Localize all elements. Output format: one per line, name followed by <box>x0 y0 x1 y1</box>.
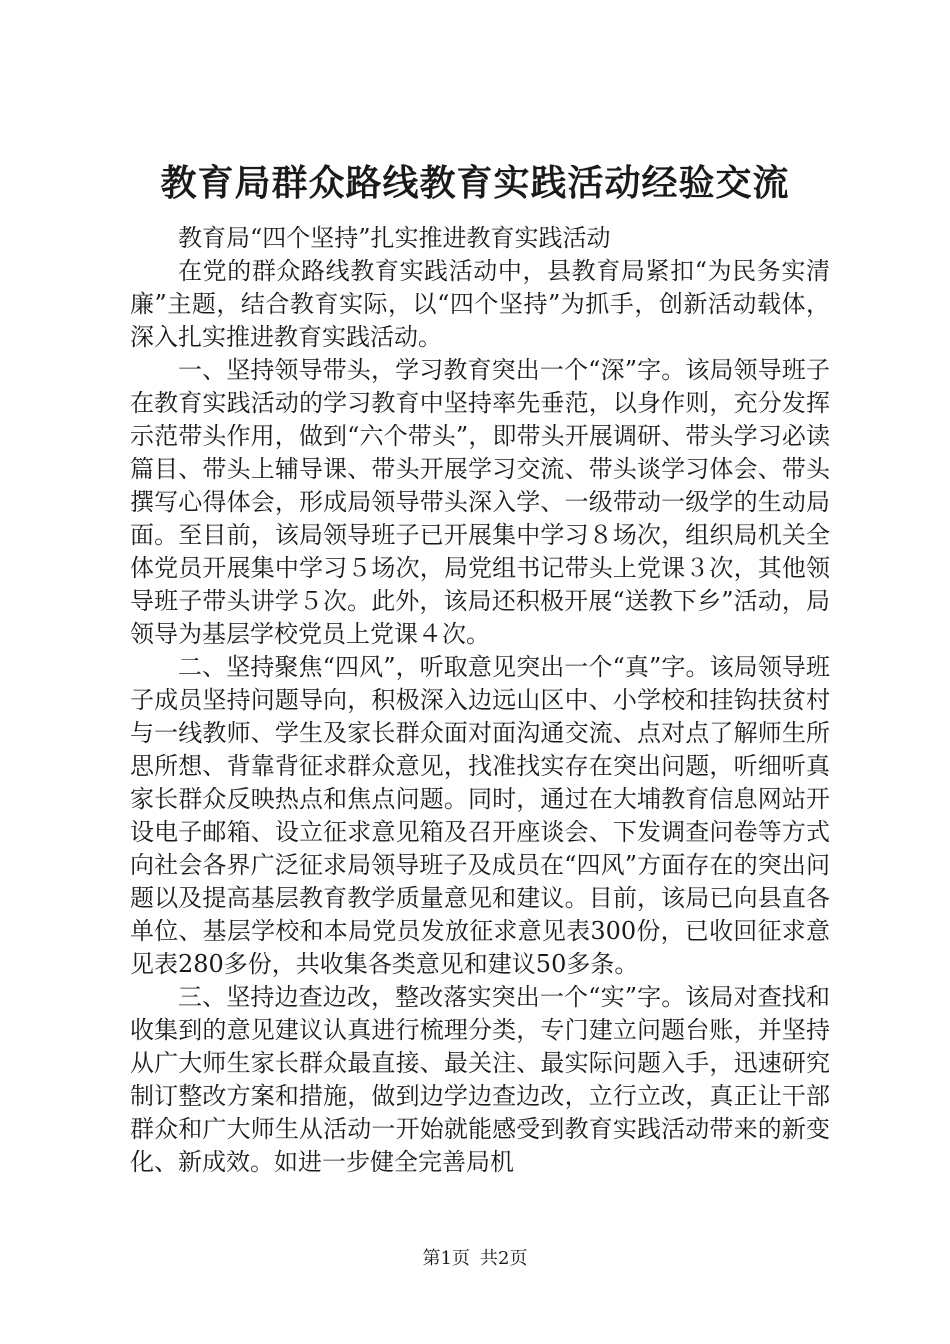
document-body <box>130 222 830 1179</box>
page-total: 共2页 <box>480 1248 528 1269</box>
page-number: 第1页 <box>422 1248 470 1269</box>
document-subtitle: 教育局“四个坚持”扎实推进教育实践活动 <box>178 224 611 252</box>
paragraph-section-1: 一、坚持领导带头，学习教育突出一个“深”字。该局领导班子在教育实践活动的学习教育中坚持率先垂范，以身作则，充分发挥示范带头作用，做到“六个带头”，即带头开展调研、带头学习必读篇目、带头上辅导课、带头开展学习交流、带头谈学习体会、带头撰写心得体会，形成局领导带头深入学、一级带动一级学的生动局面。至目前，该局领导班子已开展集中学习８场次，组织局机关全体党员开展集中学习５场次，局党组书记带头上党课３次，其他领导班子带头讲学５次。此外，该局还积极开展“送教下乡”活动，局领导为基层学校党员上党课４次。 <box>130 356 830 648</box>
page-footer <box>0 1247 950 1271</box>
paragraph-intro: 在党的群众路线教育实践活动中，县教育局紧扣“为民务实清廉”主题，结合教育实际，以“四个坚持”为抓手，创新活动载体，深入扎实推进教育实践活动。 <box>130 257 830 351</box>
document-title: 教育局群众路线教育实践活动经验交流 <box>160 162 790 204</box>
paragraph-section-3: 三、坚持边查边改，整改落实突出一个“实”字。该局对查找和收集到的意见建议认真进行梳理分类，专门建立问题台账，并坚持从广大师生家长群众最直接、最关注、最实际问题入手，迅速研究制订整改方案和措施，做到边学边查边改，立行立改，真正让干部群众和广大师生从活动一开始就能感受到教育实践活动带来的新变化、新成效。如进一步健全完善局机 <box>130 983 830 1176</box>
paragraph-section-2: 二、坚持聚焦“四风”，听取意见突出一个“真”字。该局领导班子成员坚持问题导向，积极深入边远山区中、小学校和挂钩扶贫村与一线教师、学生及家长群众面对面沟通交流、点对点了解师生所思所想、背靠背征求群众意见，找准找实存在突出问题，听细听真家长群众反映热点和焦点问题。同时，通过在大埔教育信息网站开设电子邮箱、设立征求意见箱及召开座谈会、下发调查问卷等方式向社会各界广泛征求局领导班子及成员在“四风”方面存在的突出问题以及提高基层教育教学质量意见和建议。目前，该局已向县直各单位、基层学校和本局党员发放征求意见表300份，已收回征求意见表280多份，共收集各类意见和建议50多条。 <box>130 653 830 978</box>
